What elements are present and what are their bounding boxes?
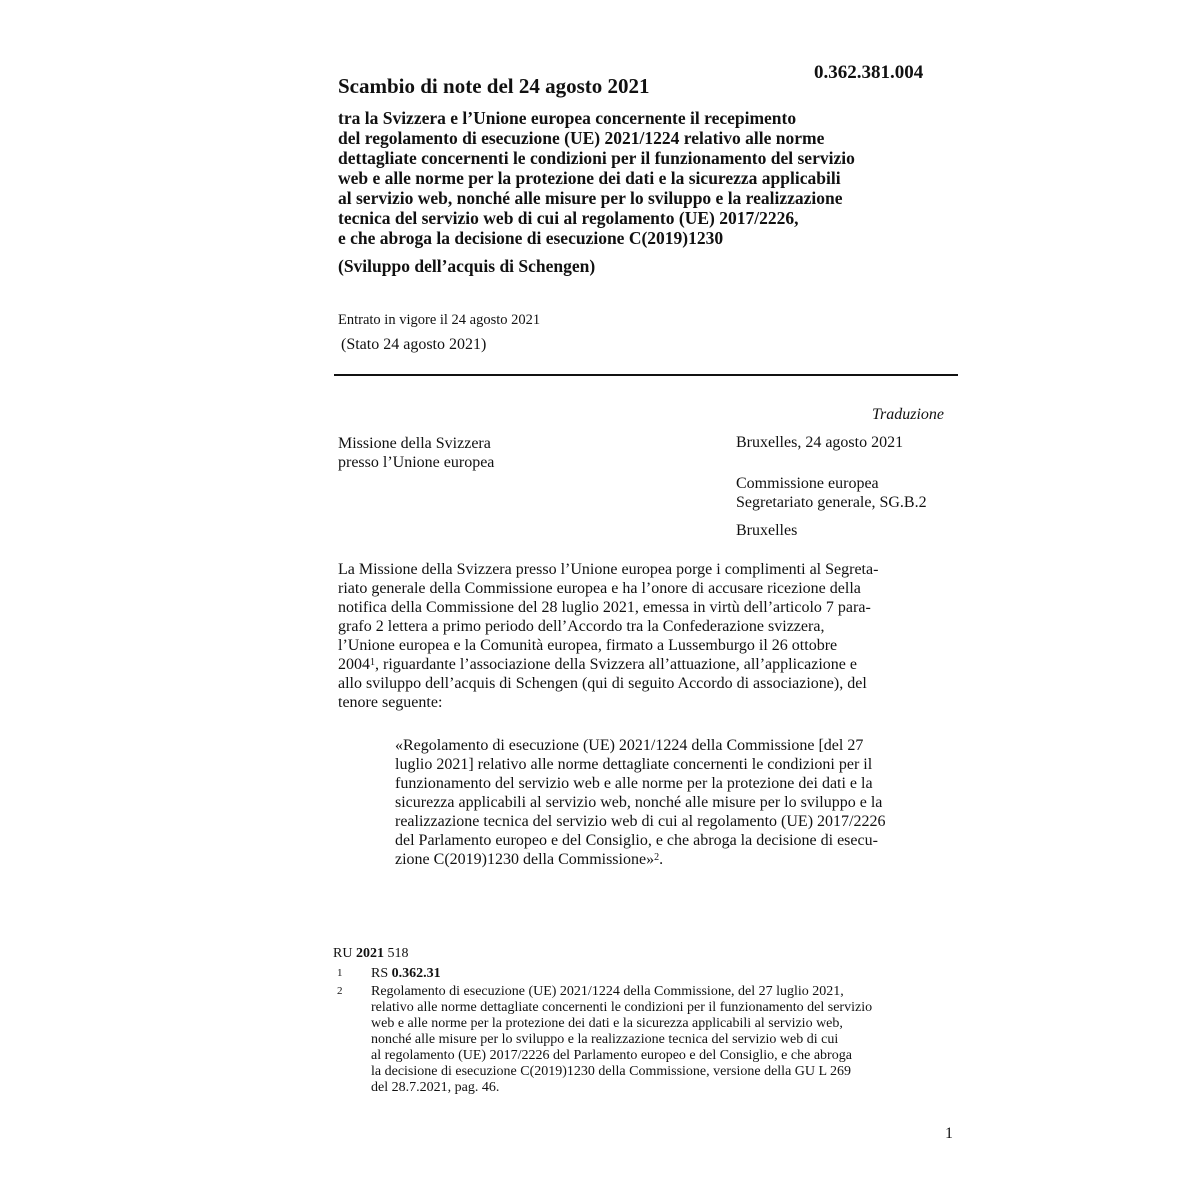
- quote-line: sicurezza applicabili al servizio web, nonché alle misure per lo sviluppo e la: [395, 794, 883, 811]
- subtitle-line: web e alle norme per la protezione dei dati e la sicurezza applicabili: [338, 168, 841, 188]
- schengen-note: (Sviluppo dell’acquis di Schengen): [338, 256, 596, 276]
- quoted-regulation: [395, 736, 955, 869]
- quote-line: del Parlamento europeo e del Consiglio, e che abroga la decisione di esecu-: [395, 832, 878, 849]
- sender-line: presso l’Unione europea: [338, 454, 495, 471]
- document-subtitle: [338, 108, 978, 248]
- subtitle-line: al servizio web, nonché alle misure per lo sviluppo e la realizzazione: [338, 188, 843, 208]
- quote-line: [395, 850, 955, 869]
- footnote-line: web e alle norme per la protezione dei dati e la sicurezza applicabili al servizio web,: [371, 1016, 843, 1031]
- footnote-1-link[interactable]: 0.362.31: [391, 966, 441, 981]
- body-line: notifica della Commissione del 28 luglio 2021, emessa in virtù dell’articolo 7 para-: [338, 599, 871, 616]
- body-line: La Missione della Svizzera presso l’Unione europea porge i complimenti al Segreta-: [338, 561, 879, 578]
- header-divider: [334, 374, 958, 376]
- in-force-date: Entrato in vigore il 24 agosto 2021: [338, 312, 541, 328]
- footnote-1-number: 1: [337, 967, 343, 979]
- footnote-line: nonché alle misure per lo sviluppo e la realizzazione tecnica del servizio web di cui: [371, 1032, 839, 1047]
- footnote-ref-1[interactable]: 1: [370, 657, 375, 668]
- ru-prefix: RU: [333, 946, 353, 961]
- quote-line: luglio 2021] relativo alle norme dettagliate concernenti le condizioni per il: [395, 756, 873, 773]
- body-line: l’Unione europea e la Comunità europea, firmato a Lussemburgo il 26 ottobre: [338, 637, 838, 654]
- status-date: (Stato 24 agosto 2021): [341, 336, 487, 353]
- quote-text: .: [659, 851, 664, 868]
- body-line: riato generale della Commissione europea e ha l’onore di accusare ricezione della: [338, 580, 861, 597]
- footnote-2-text: [371, 984, 961, 1096]
- body-line: grafo 2 lettera a primo periodo dell’Accordo tra la Confederazione svizzera,: [338, 618, 825, 635]
- footnote-ref-2[interactable]: 2: [654, 852, 660, 863]
- subtitle-line: tecnica del servizio web di cui al regolamento (UE) 2017/2226,: [338, 208, 799, 228]
- subtitle-line: e che abroga la decisione di esecuzione C(2019)1230: [338, 228, 724, 248]
- recipient-line: Commissione europea: [736, 475, 879, 492]
- sr-number: 0.362.381.004: [814, 62, 924, 83]
- place-date: Bruxelles, 24 agosto 2021: [736, 434, 904, 451]
- body-text: 2004: [338, 656, 370, 673]
- translation-label: Traduzione: [872, 406, 945, 423]
- sender-line: Missione della Svizzera: [338, 435, 491, 452]
- recipient-city: Bruxelles: [736, 522, 798, 539]
- footnote-1-text: [371, 966, 441, 982]
- body-text: , riguardante l’associazione della Svizzera all’attuazione, all’applicazione e: [375, 656, 857, 673]
- body-line: tenore seguente:: [338, 694, 443, 711]
- letter-body: [338, 560, 955, 712]
- quote-text: zione C(2019)1230 della Commissione»: [395, 851, 655, 868]
- ru-page: 518: [387, 946, 409, 961]
- footnote-line: Regolamento di esecuzione (UE) 2021/1224 della Commissione, del 27 luglio 2021,: [371, 984, 844, 999]
- body-line: allo sviluppo dell’acquis di Schengen (qui di seguito Accordo di associazione), del: [338, 675, 867, 692]
- body-line: [338, 655, 955, 674]
- footnote-line: relativo alle norme dettagliate concernenti le condizioni per il funzionamento del servizio: [371, 1000, 873, 1015]
- recipient-line: Segretariato generale, SG.B.2: [736, 494, 927, 511]
- footnote-line: al regolamento (UE) 2017/2226 del Parlamento europeo e del Consiglio, e che abroga: [371, 1048, 852, 1063]
- footnote-2-number: 2: [337, 985, 343, 997]
- footnote-line: la decisione di esecuzione C(2019)1230 della Commissione, versione della GU L 269: [371, 1064, 852, 1079]
- page-number: 1: [945, 1125, 953, 1142]
- recipient-block: [736, 474, 927, 512]
- quote-line: realizzazione tecnica del servizio web di cui al regolamento (UE) 2017/2226: [395, 813, 886, 830]
- quote-line: funzionamento del servizio web e alle norme per la protezione dei dati e la: [395, 775, 873, 792]
- footnote-1-prefix: RS: [371, 966, 389, 981]
- subtitle-line: tra la Svizzera e l’Unione europea concernente il recepimento: [338, 108, 797, 128]
- quote-line: «Regolamento di esecuzione (UE) 2021/1224 della Commissione [del 27: [395, 737, 864, 754]
- document-title: Scambio di note del 24 agosto 2021: [338, 74, 650, 98]
- subtitle-line: del regolamento di esecuzione (UE) 2021/1224 relativo alle norme: [338, 128, 825, 148]
- ru-year: 2021: [355, 946, 384, 961]
- ru-reference: [333, 946, 408, 962]
- sender-block: [338, 434, 494, 472]
- footnote-line: del 28.7.2021, pag. 46.: [371, 1080, 500, 1095]
- subtitle-line: dettagliate concernenti le condizioni per il funzionamento del servizio: [338, 148, 855, 168]
